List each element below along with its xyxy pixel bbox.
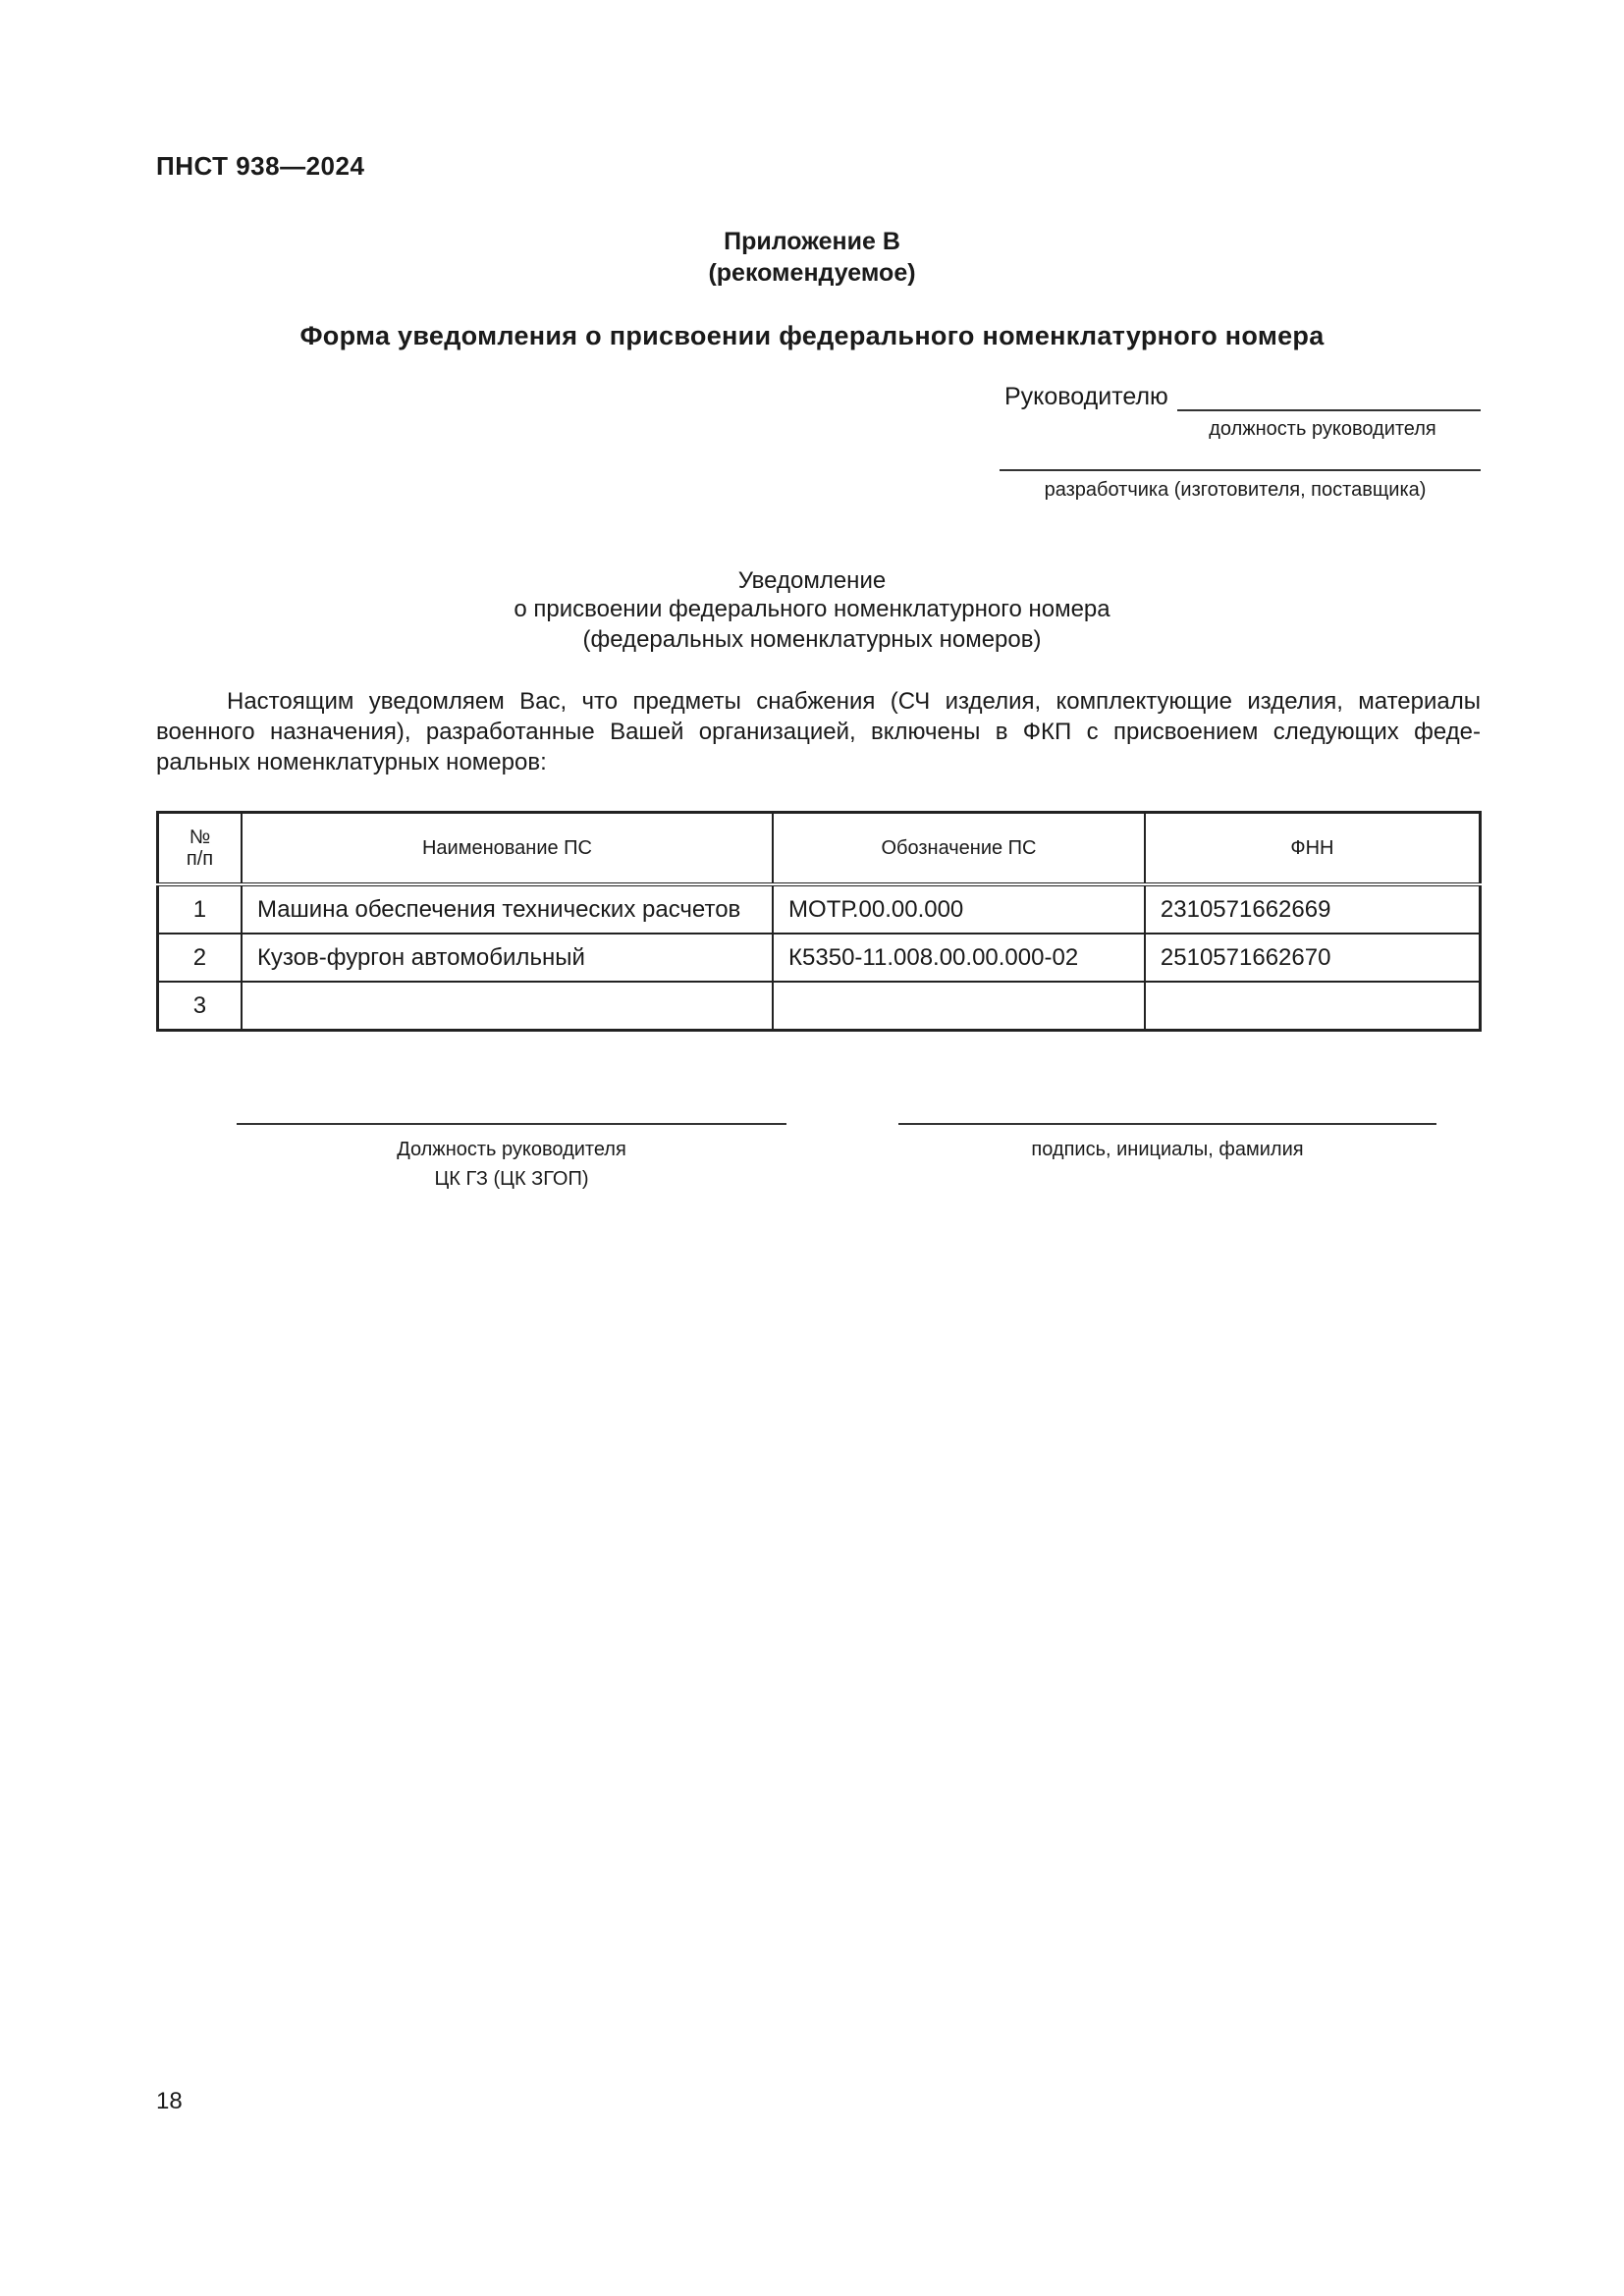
- notice-subtitle-plural: (федеральных номенклатурных номеров): [582, 626, 1042, 653]
- cell-num: 3: [158, 982, 242, 1031]
- header-num: [158, 813, 242, 885]
- table-row: [158, 982, 1481, 1031]
- cell-fnn: [1145, 982, 1481, 1031]
- header-fnn: ФНН: [1145, 813, 1481, 885]
- addressee-position-line: [1177, 409, 1481, 411]
- cell-num: 1: [158, 884, 242, 934]
- header-num-label: п/п: [186, 848, 214, 870]
- cell-code: К5350-11.008.00.00.000-02: [773, 934, 1145, 982]
- cell-fnn: 2310571662669: [1145, 884, 1481, 934]
- cell-num: 2: [158, 934, 242, 982]
- nomenclature-table: [156, 811, 1482, 1032]
- signature-position-caption: Должность руководителя: [397, 1139, 626, 1160]
- notice-subtitle: о присвоении федерального номенклатурного номера: [514, 596, 1110, 622]
- cell-name: [242, 982, 773, 1031]
- signature-name-caption: подпись, инициалы, фамилия: [1031, 1139, 1304, 1160]
- table-row: [158, 934, 1481, 982]
- document-code: ПНСТ 938—2024: [156, 151, 365, 181]
- header-name: Наименование ПС: [242, 813, 773, 885]
- notice-paragraph: [156, 686, 1481, 777]
- header-num-symbol: №: [189, 827, 211, 848]
- cell-name: Кузов-фургон автомобильный: [242, 934, 773, 982]
- paragraph-line: военного назначения), разработанные Вашей организацией, включены в ФКП с присвоением следующих феде-: [156, 719, 1481, 745]
- table-header-row: [158, 813, 1481, 885]
- addressee-label: Руководителю: [1004, 383, 1168, 410]
- cell-code: МОТР.00.00.000: [773, 884, 1145, 934]
- signature-position-line: [237, 1123, 786, 1125]
- paragraph-line: ральных номенклатурных номеров:: [156, 749, 547, 775]
- signature-name-line: [898, 1123, 1436, 1125]
- cell-fnn: 2510571662670: [1145, 934, 1481, 982]
- cell-code: [773, 982, 1145, 1031]
- table-row: [158, 884, 1481, 934]
- paragraph-line: Настоящим уведомляем Вас, что предметы снабжения (СЧ изделия, комплектующие изделия, материалы: [227, 688, 1481, 715]
- addressee-org-line: [1000, 469, 1481, 471]
- addressee-org-caption: разработчика (изготовителя, поставщика): [1044, 479, 1427, 501]
- notice-title: Уведомление: [737, 567, 887, 594]
- appendix-note: (рекомендуемое): [708, 259, 916, 287]
- page-number: 18: [156, 2088, 183, 2114]
- form-title: Форма уведомления о присвоении федерального номенклатурного номера: [299, 321, 1325, 350]
- cell-name: Машина обеспечения технических расчетов: [242, 884, 773, 934]
- appendix-title: Приложение В: [724, 228, 900, 255]
- signature-org-caption: ЦК ГЗ (ЦК ЗГОП): [434, 1168, 589, 1190]
- header-code: Обозначение ПС: [773, 813, 1145, 885]
- addressee-position-caption: должность руководителя: [1209, 418, 1436, 440]
